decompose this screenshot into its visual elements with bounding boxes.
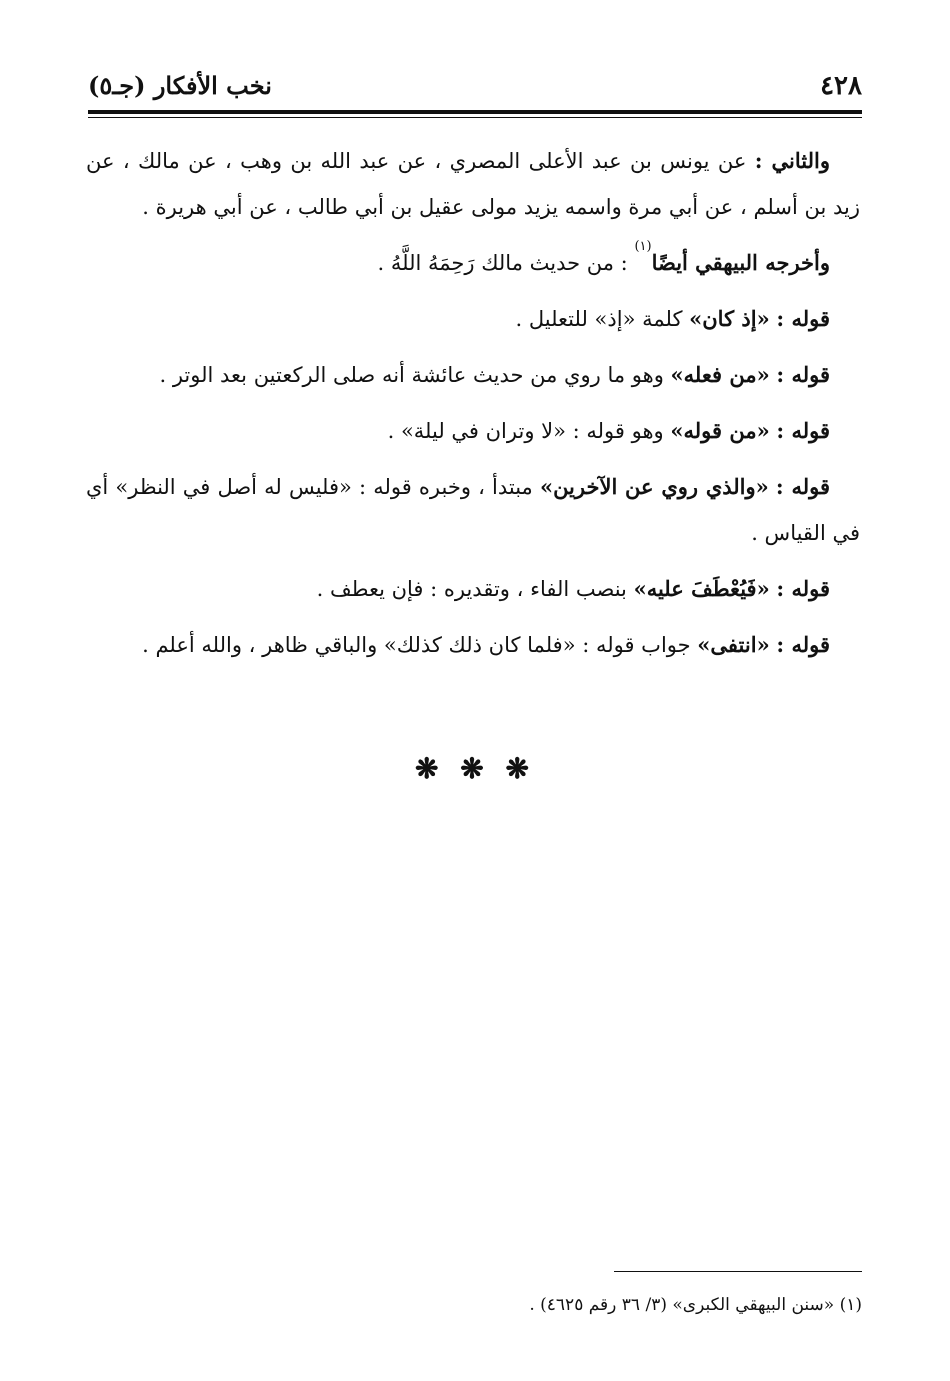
paragraph-text: مبتدأ ، وخبره قوله : «فليس له أصل في النظر» أي في القياس .	[86, 475, 860, 545]
paragraph-lead: والثاني :	[754, 148, 830, 173]
quoted-term: «من فعله»	[670, 362, 770, 387]
paragraph	[86, 566, 860, 612]
paragraph-text: بنصب الفاء ، وتقديره : فإن يعطف .	[316, 577, 634, 601]
page-header	[88, 66, 862, 106]
paragraph-text: جواب قوله : «فلما كان ذلك كذلك» والباقي ظاهر ، والله أعلم .	[142, 633, 698, 657]
paragraph	[86, 138, 860, 230]
quoted-term: «انتفى»	[697, 632, 770, 657]
footnote-rule	[614, 1271, 862, 1272]
quoted-term: «من قوله»	[670, 418, 770, 443]
quoted-term: «والذي روي عن الآخرين»	[539, 474, 769, 499]
paragraph-text: وهو ما روي من حديث عائشة أنه صلى الركعتين بعد الوتر .	[159, 363, 671, 387]
paragraph-lead: قوله :	[776, 362, 830, 387]
paragraph	[86, 296, 860, 342]
paragraph-lead: قوله :	[776, 306, 830, 331]
footnote-marker[interactable]: (١)	[634, 239, 652, 254]
paragraph-lead: قوله :	[776, 632, 830, 657]
paragraph-text: وهو قوله : «لا وتران في ليلة» .	[387, 419, 671, 443]
paragraph-lead: وأخرجه البيهقي أيضًا	[651, 250, 830, 275]
paragraph-lead: قوله :	[776, 418, 830, 443]
paragraph-text: عن يونس بن عبد الأعلى المصري ، عن عبد الله بن وهب ، عن مالك ، عن زيد بن أسلم ، عن أبي مرة واسمه يزيد مولى عقيل بن أبي طالب ، عن أبي هريرة .	[86, 149, 860, 219]
quoted-term: «إذ كان»	[689, 306, 770, 331]
paragraph-lead: قوله :	[775, 474, 830, 499]
main-text	[86, 138, 860, 678]
footnote: (١) «سنن البيهقي الكبرى» (٣/ ٣٦ رقم ٤٦٢٥) .	[529, 1295, 862, 1315]
section-separator: ❋ ❋ ❋	[415, 752, 535, 785]
paragraph	[86, 352, 860, 398]
page-number: ٤٢٨	[820, 71, 862, 101]
paragraph-text: : من حديث مالك رَحِمَهُ اللَّهُ .	[377, 251, 635, 275]
quoted-term: «فَيُعْطَفَ عليه»	[633, 576, 770, 601]
header-rule-thin	[88, 117, 862, 118]
paragraph	[86, 622, 860, 668]
paragraph	[86, 240, 860, 286]
paragraph	[86, 464, 860, 556]
header-rule-thick	[88, 110, 862, 114]
paragraph-text: كلمة «إذ» للتعليل .	[515, 307, 690, 331]
paragraph	[86, 408, 860, 454]
running-title: نخب الأفكار (جـ٥)	[88, 71, 272, 100]
paragraph-lead: قوله :	[776, 576, 830, 601]
